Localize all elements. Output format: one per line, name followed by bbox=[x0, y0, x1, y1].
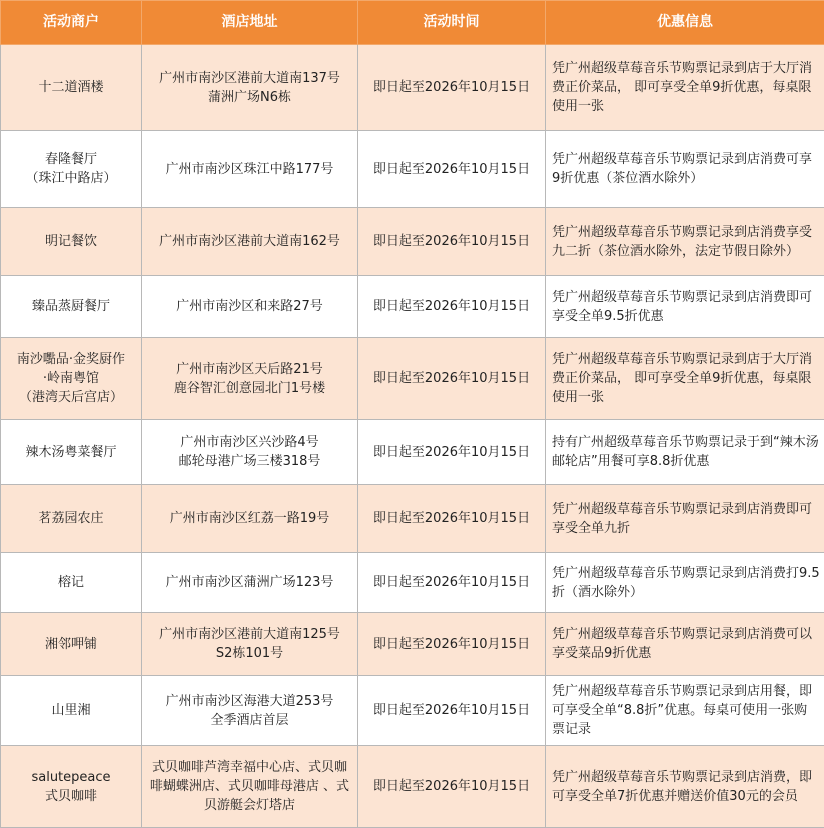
merchant-cell: 湘邻呷铺 bbox=[1, 613, 142, 676]
address-cell: 式贝咖啡芦湾幸福中心店、式贝咖啡蝴蝶洲店、式贝咖啡母港店 、式贝游艇会灯塔店 bbox=[142, 746, 358, 828]
time-cell: 即日起至2026年10月15日 bbox=[358, 746, 546, 828]
time-cell: 即日起至2026年10月15日 bbox=[358, 613, 546, 676]
address-cell: 广州市南沙区蒲洲广场123号 bbox=[142, 553, 358, 613]
time-cell: 即日起至2026年10月15日 bbox=[358, 45, 546, 131]
table-row bbox=[1, 746, 824, 828]
merchant-cell: 榕记 bbox=[1, 553, 142, 613]
offer-cell: 凭广州超级草莓音乐节购票记录到店于大厅消费正价菜品， 即可享受全单9折优惠，每桌限使用一张 bbox=[546, 45, 824, 131]
merchant-cell: 十二道酒楼 bbox=[1, 45, 142, 131]
address-cell: 广州市南沙区海港大道253号 全季酒店首层 bbox=[142, 676, 358, 746]
table-row bbox=[1, 338, 824, 420]
time-cell: 即日起至2026年10月15日 bbox=[358, 276, 546, 338]
address-cell: 广州市南沙区港前大道南162号 bbox=[142, 208, 358, 276]
offer-cell: 凭广州超级草莓音乐节购票记录到店于大厅消费正价菜品， 即可享受全单9折优惠，每桌限使用一张 bbox=[546, 338, 824, 420]
merchant-cell: 山里湘 bbox=[1, 676, 142, 746]
address-cell: 广州市南沙区和来路27号 bbox=[142, 276, 358, 338]
merchant-cell: 明记餐饮 bbox=[1, 208, 142, 276]
offer-cell: 凭广州超级草莓音乐节购票记录到店消费即可享受全单九折 bbox=[546, 485, 824, 553]
merchant-cell: 辣木汤粤菜餐厅 bbox=[1, 420, 142, 485]
address-cell: 广州市南沙区珠江中路177号 bbox=[142, 131, 358, 208]
merchant-cell: 南沙嚸品·金奖厨作 ·岭南粤馆 （港湾天后宫店） bbox=[1, 338, 142, 420]
offer-cell: 凭广州超级草莓音乐节购票记录到店消费打9.5折（酒水除外） bbox=[546, 553, 824, 613]
table-row bbox=[1, 613, 824, 676]
time-cell: 即日起至2026年10月15日 bbox=[358, 553, 546, 613]
address-cell: 广州市南沙区港前大道南125号 S2栋101号 bbox=[142, 613, 358, 676]
header-address: 酒店地址 bbox=[142, 1, 358, 45]
table-row bbox=[1, 553, 824, 613]
table-header-row bbox=[1, 1, 824, 45]
header-merchant: 活动商户 bbox=[1, 1, 142, 45]
time-cell: 即日起至2026年10月15日 bbox=[358, 676, 546, 746]
offer-cell: 凭广州超级草莓音乐节购票记录到店消费，即可享受全单7折优惠并赠送价值30元的会员 bbox=[546, 746, 824, 828]
table-row bbox=[1, 276, 824, 338]
address-cell: 广州市南沙区红荔一路19号 bbox=[142, 485, 358, 553]
offer-cell: 凭广州超级草莓音乐节购票记录到店消费可以享受菜品9折优惠 bbox=[546, 613, 824, 676]
time-cell: 即日起至2026年10月15日 bbox=[358, 338, 546, 420]
table-row bbox=[1, 208, 824, 276]
time-cell: 即日起至2026年10月15日 bbox=[358, 208, 546, 276]
offer-cell: 凭广州超级草莓音乐节购票记录到店消费即可享受全单9.5折优惠 bbox=[546, 276, 824, 338]
header-offer: 优惠信息 bbox=[546, 1, 824, 45]
offer-cell: 持有广州超级草莓音乐节购票记录于到“辣木汤邮轮店”用餐可享8.8折优惠 bbox=[546, 420, 824, 485]
address-cell: 广州市南沙区港前大道南137号 蒲洲广场N6栋 bbox=[142, 45, 358, 131]
merchant-cell: salutepeace 式贝咖啡 bbox=[1, 746, 142, 828]
offer-cell: 凭广州超级草莓音乐节购票记录到店用餐，即可享受全单“8.8折”优惠。每桌可使用一张购票记录 bbox=[546, 676, 824, 746]
offer-cell: 凭广州超级草莓音乐节购票记录到店消费享受九二折（茶位酒水除外，法定节假日除外） bbox=[546, 208, 824, 276]
merchant-cell: 臻品蒸厨餐厅 bbox=[1, 276, 142, 338]
time-cell: 即日起至2026年10月15日 bbox=[358, 131, 546, 208]
table-row bbox=[1, 420, 824, 485]
offer-cell: 凭广州超级草莓音乐节购票记录到店消费可享9折优惠（茶位酒水除外） bbox=[546, 131, 824, 208]
merchant-cell: 茗荔园农庄 bbox=[1, 485, 142, 553]
address-cell: 广州市南沙区兴沙路4号 邮轮母港广场三楼318号 bbox=[142, 420, 358, 485]
table-row bbox=[1, 45, 824, 131]
table-row bbox=[1, 485, 824, 553]
merchant-cell: 春隆餐厅 （珠江中路店） bbox=[1, 131, 142, 208]
time-cell: 即日起至2026年10月15日 bbox=[358, 485, 546, 553]
table-row bbox=[1, 131, 824, 208]
table-row bbox=[1, 676, 824, 746]
time-cell: 即日起至2026年10月15日 bbox=[358, 420, 546, 485]
header-time: 活动时间 bbox=[358, 1, 546, 45]
address-cell: 广州市南沙区天后路21号 鹿谷智汇创意园北门1号楼 bbox=[142, 338, 358, 420]
